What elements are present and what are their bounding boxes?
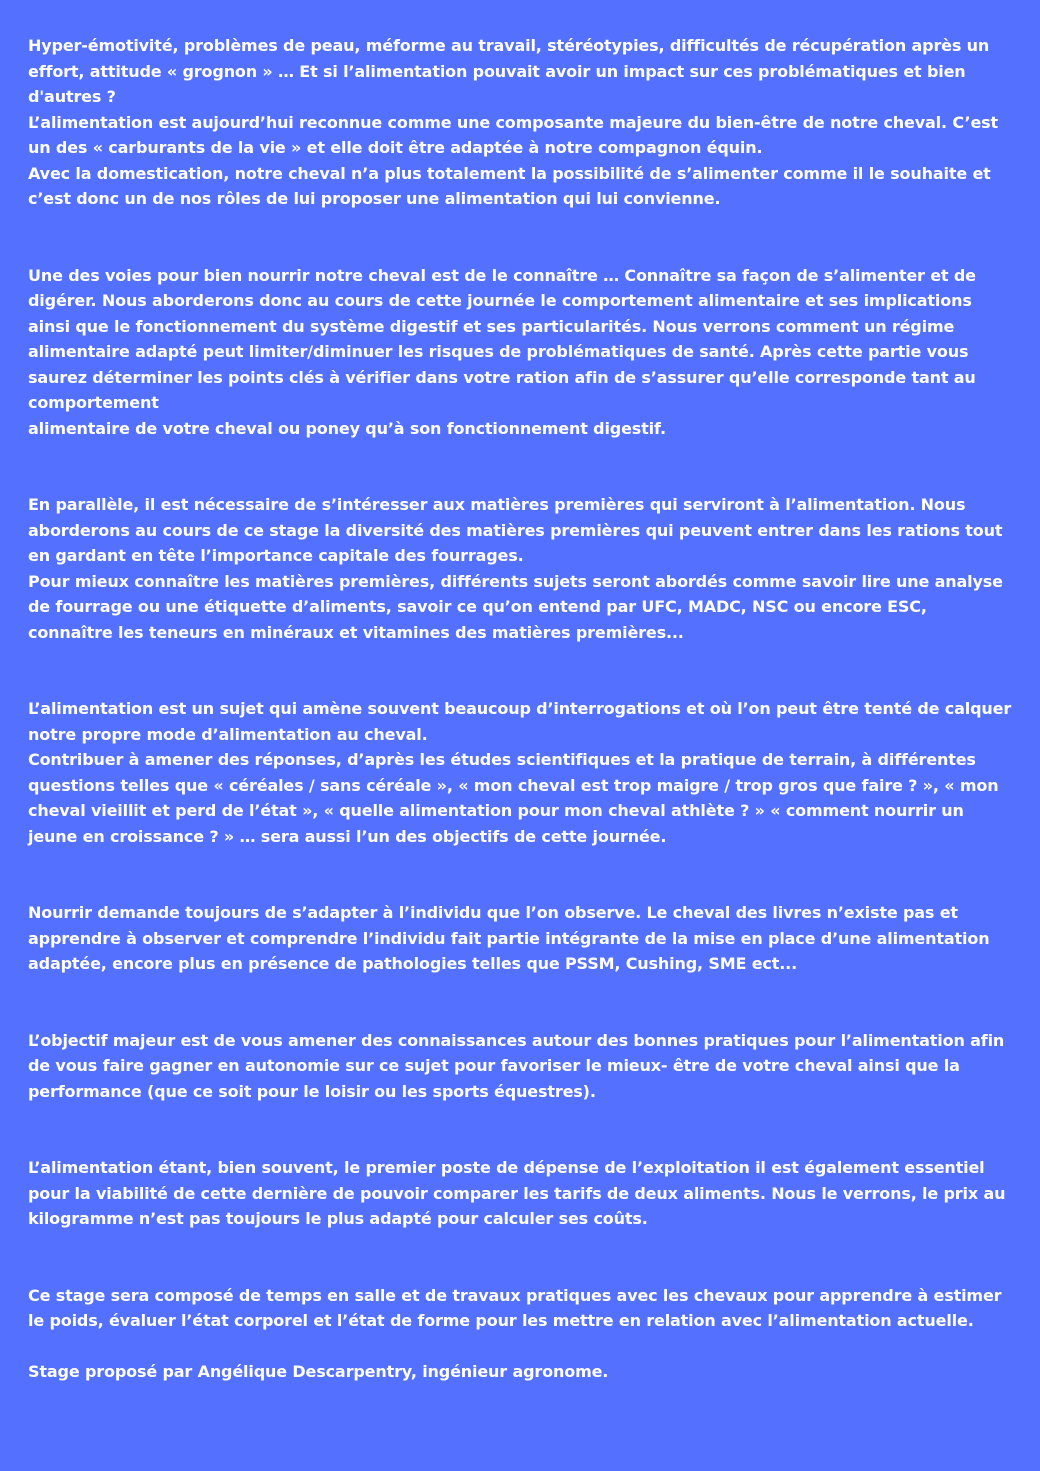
signature: Stage proposé par Angélique Descarpentry, ingénieur agronome. xyxy=(28,1362,609,1381)
paragraph-costs: L’alimentation étant, bien souvent, le premier poste de dépense de l’exploitation il est également essentiel pour la viabilité de cette dernière de pouvoir comparer les tarifs de deux aliments. Nous le verrons, le prix au kilogramme n’est pas toujours le plus adapté pour calculer ses coûts. xyxy=(28,1158,1006,1228)
spacer xyxy=(28,849,1016,900)
spacer xyxy=(28,645,1016,696)
spacer xyxy=(28,1334,1016,1360)
paragraph-practical: Ce stage sera composé de temps en salle et de travaux pratiques avec les chevaux pour apprendre à estimer le poids, évaluer l’état corporel et l’état de forme pour les mettre en relation avec l’alimentation actuelle. xyxy=(28,1285,1002,1330)
paragraph-intro: Hyper-émotivité, problèmes de peau, méforme au travail, stéréotypies, difficultés de récupération après un effort, attitude « grognon » … Et si l’alimentation pouvait avoir un impact sur ces problématiques et bien d'autres ? L’alimentation est aujourd’hui reconnue comme une composante majeure du bien-être de notre cheval. C’est un des « carburants de la vie » et elle doit être adaptée à notre compagnon équin. Avec la domestication, notre cheval n’a plus totalement la possibilité de s’alimenter comme il le souhaite et c’est donc un de nos rôles de lui proposer une alimentation qui lui convienne. xyxy=(28,36,999,208)
paragraph-objective: L’objectif majeur est de vous amener des connaissances autour des bonnes pratiques pour l’alimentation afin de vous faire gagner en autonomie sur ce sujet pour favoriser le mieux- être de votre cheval ainsi que la performance (que ce soit pour le loisir ou les sports équestres). xyxy=(28,1030,1005,1101)
spacer xyxy=(28,212,1016,263)
paragraph-digestion: Une des voies pour bien nourrir notre cheval est de le connaître … Connaître sa façon de s’alimenter et de digérer. Nous aborderons donc au cours de cette journée le comportement alimentaire et ses implications ainsi que le fonctionnement du système digestif et ses particularités. Nous verrons comment un régime alimentaire adapté peut limiter/diminuer les risques de problématiques de santé. Après cette partie vous saurez déterminer les points clés à vérifier dans votre ration afin de s’assurer qu’elle corresponde tant au comportement alimentaire de votre cheval ou poney qu’à son fonctionnement digestif. xyxy=(28,265,976,438)
paragraph-questions: L’alimentation est un sujet qui amène souvent beaucoup d’interrogations et où l’on peut être tenté de calquer notre propre mode d’alimentation au cheval. Contribuer à amener des réponses, d’après les études scientifiques et la pratique de terrain, à différentes questions telles que « céréales / sans céréale », « mon cheval est trop maigre / trop gros que faire ? », « mon cheval vieillit et perd de l’état », « quelle alimentation pour mon cheval athlète ? » « comment nourrir un jeune en croissance ? » … sera aussi l’un des objectifs de cette journée. xyxy=(28,699,1012,846)
spacer xyxy=(28,1232,1016,1283)
paragraph-individual: Nourrir demande toujours de s’adapter à l’individu que l’on observe. Le cheval des livres n’existe pas et apprendre à observer et comprendre l’individu fait partie intégrante de la mise en place d’une alimentation adaptée, encore plus en présence de pathologies telles que PSSM, Cushing, SME ect... xyxy=(28,903,990,973)
spacer xyxy=(28,977,1016,1028)
paragraph-raw-materials: En parallèle, il est nécessaire de s’intéresser aux matières premières qui serviront à l’alimentation. Nous aborderons au cours de ce stage la diversité des matières premières qui peuvent entrer dans les rations tout en gardant en tête l’importance capitale des fourrages. Pour mieux connaître les matières premières, différents sujets seront abordés comme savoir lire une analyse de fourrage ou une étiquette d’aliments, savoir ce qu’on entend par UFC, MADC, NSC ou encore ESC, connaître les teneurs en minéraux et vitamines des matières premières... xyxy=(28,495,1003,642)
spacer xyxy=(28,1104,1016,1155)
spacer xyxy=(28,441,1016,492)
